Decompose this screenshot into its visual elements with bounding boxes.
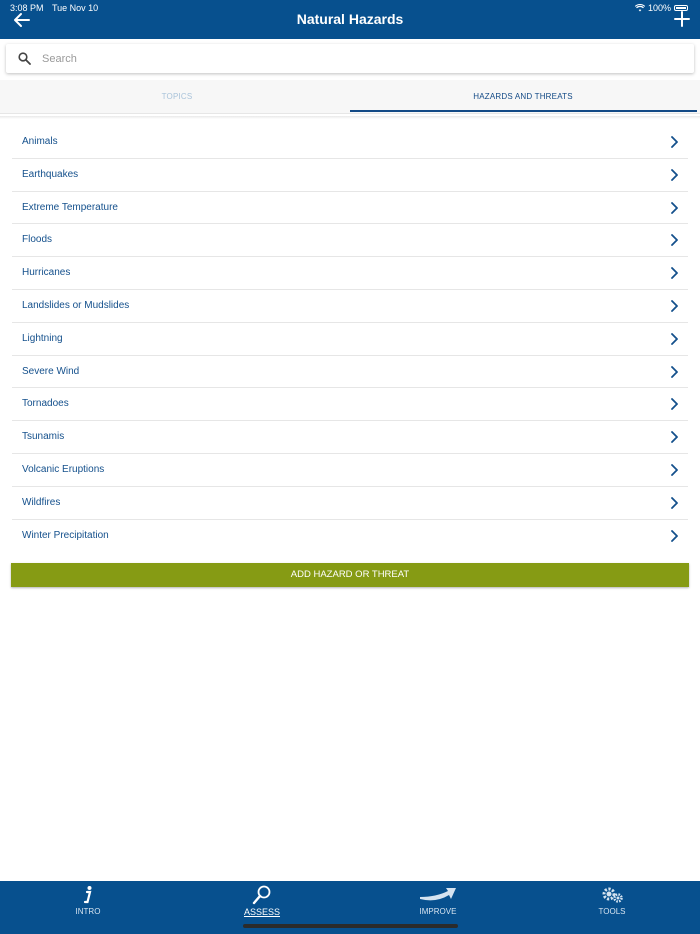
chevron-right-icon — [670, 169, 678, 181]
nav-intro[interactable] — [48, 881, 128, 934]
hazard-list-item-label: Volcanic Eruptions — [22, 463, 105, 475]
plus-icon[interactable] — [672, 9, 692, 29]
nav-intro-label: INTRO — [75, 907, 101, 916]
hazard-list-item-label: Lightning — [22, 332, 63, 344]
hazard-list-item[interactable] — [12, 224, 688, 257]
hazard-list-item-label: Earthquakes — [22, 168, 79, 180]
hazard-list-item[interactable] — [12, 126, 688, 159]
arrow-swoosh-icon — [418, 885, 458, 905]
chevron-right-icon — [670, 300, 678, 312]
page-title: Natural Hazards — [296, 11, 404, 27]
gears-icon — [600, 885, 624, 905]
hazard-list-item[interactable] — [12, 388, 688, 421]
hazard-list-item[interactable] — [12, 487, 688, 520]
search-input[interactable] — [42, 48, 682, 69]
add-hazard-button[interactable]: ADD HAZARD OR THREAT — [11, 563, 689, 587]
nav-assess-label: ASSESS — [243, 907, 281, 917]
tab-topics[interactable]: TOPICS — [161, 92, 193, 101]
nav-improve-label: IMPROVE — [419, 907, 457, 916]
hazard-list-item[interactable] — [12, 323, 688, 356]
chevron-right-icon — [670, 464, 678, 476]
tabs-divider — [0, 116, 700, 119]
hazard-list-item[interactable] — [12, 192, 688, 225]
active-tab-indicator — [350, 110, 697, 112]
hazard-list-item-label: Tornadoes — [22, 398, 69, 410]
status-date: Tue Nov 10 — [52, 3, 99, 13]
info-icon — [76, 885, 100, 905]
hazard-list-item-label: Winter Precipitation — [22, 529, 109, 541]
hazard-list-item-label: Extreme Temperature — [22, 201, 118, 213]
chevron-right-icon — [670, 398, 678, 410]
chevron-right-icon — [670, 267, 678, 279]
hazard-list-item-label: Hurricanes — [22, 267, 71, 279]
hazard-list-item-label: Animals — [22, 136, 58, 147]
status-time: 3:08 PM — [10, 3, 44, 13]
hazard-list — [12, 126, 688, 552]
chevron-right-icon — [670, 497, 678, 509]
hazard-list-item-label: Severe Wind — [22, 365, 80, 377]
hazard-list-item[interactable] — [12, 356, 688, 389]
hazard-list-item-label: Tsunamis — [22, 431, 65, 443]
chevron-right-icon — [670, 366, 678, 378]
hazard-list-item[interactable] — [12, 454, 688, 487]
tab-hazards-and-threats[interactable]: HAZARDS AND THREATS — [473, 92, 573, 101]
hazard-list-item[interactable] — [12, 257, 688, 290]
hazard-list-item[interactable] — [12, 290, 688, 323]
chevron-right-icon — [670, 333, 678, 345]
tab-bar — [0, 80, 700, 114]
chevron-right-icon — [670, 431, 678, 443]
hazard-list-item-label: Landslides or Mudslides — [22, 299, 130, 311]
battery-percent: 100% — [647, 3, 671, 13]
top-bar — [0, 0, 700, 39]
chevron-right-icon — [670, 530, 678, 542]
chevron-right-icon — [670, 234, 678, 246]
search-icon — [18, 52, 31, 65]
hazard-list-item[interactable] — [12, 520, 688, 553]
hazard-list-item-label: Floods — [22, 234, 53, 246]
hazard-list-item[interactable] — [12, 159, 688, 192]
search-bar — [6, 44, 694, 73]
magnifier-icon — [250, 885, 274, 905]
hazard-list-item[interactable] — [12, 421, 688, 454]
home-indicator — [243, 924, 458, 928]
nav-tools[interactable] — [572, 881, 652, 934]
hazard-list-item-label: Wildfires — [22, 496, 61, 508]
nav-tools-label: TOOLS — [598, 907, 626, 916]
chevron-right-icon — [670, 136, 678, 148]
chevron-right-icon — [670, 202, 678, 214]
